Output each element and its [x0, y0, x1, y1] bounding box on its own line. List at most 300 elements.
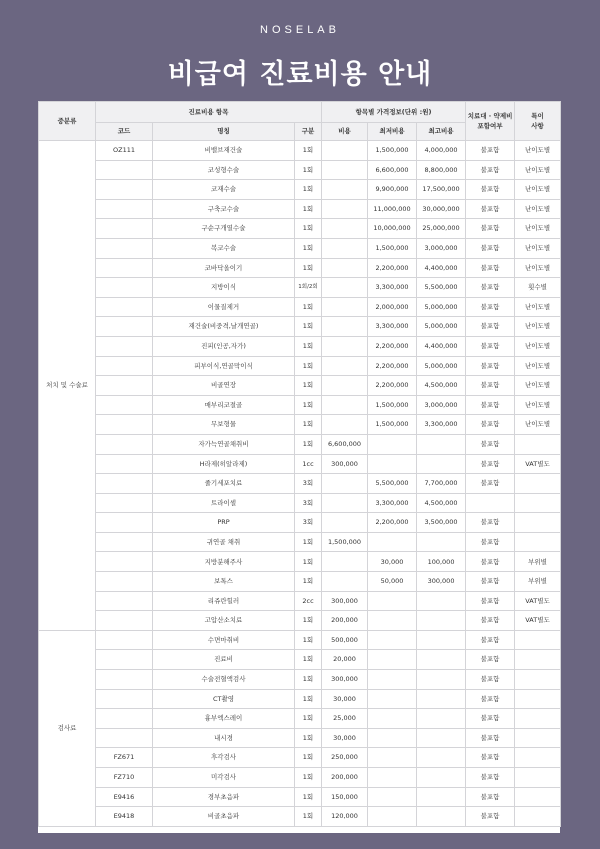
row-name: 내시경 [153, 728, 295, 748]
table-row [39, 199, 561, 219]
row-name: 리쥬란힐러 [153, 591, 295, 611]
row-name: 구축코수술 [153, 199, 295, 219]
row-name: 경부초음파 [153, 787, 295, 807]
table-row [39, 709, 561, 729]
table-row [39, 552, 561, 572]
row-inclusion: 불포함 [466, 238, 515, 258]
row-max-price: 300,000 [417, 572, 466, 592]
row-max-price [417, 650, 466, 670]
row-unit: 1회 [295, 689, 322, 709]
row-code [96, 238, 153, 258]
row-max-price: 30,000,000 [417, 199, 466, 219]
row-inclusion: 불포함 [466, 611, 515, 631]
row-name: 보톡스 [153, 572, 295, 592]
row-name: 흉부엑스레이 [153, 709, 295, 729]
row-unit: 1회 [295, 768, 322, 788]
row-price [322, 513, 368, 533]
row-name: 비밸브재건술 [153, 141, 295, 161]
row-unit: 1회 [295, 532, 322, 552]
row-min-price: 1,500,000 [368, 395, 417, 415]
table-row [39, 493, 561, 513]
table-row [39, 141, 561, 161]
row-unit: 1회/2회 [295, 278, 322, 298]
row-unit: 1회 [295, 670, 322, 690]
row-unit: 1회 [295, 160, 322, 180]
row-inclusion: 불포함 [466, 709, 515, 729]
row-price: 30,000 [322, 728, 368, 748]
row-price [322, 395, 368, 415]
row-price [322, 199, 368, 219]
row-price [322, 219, 368, 239]
row-note: 난이도별 [515, 160, 561, 180]
category-cell: 처치 및 수술료 [39, 141, 96, 631]
row-code [96, 611, 153, 631]
row-name: 고압산소치료 [153, 611, 295, 631]
row-inclusion [466, 493, 515, 513]
row-code [96, 395, 153, 415]
row-inclusion: 불포함 [466, 591, 515, 611]
table-row [39, 630, 561, 650]
row-min-price: 50,000 [368, 572, 417, 592]
row-unit: 1회 [295, 336, 322, 356]
row-min-price: 2,200,000 [368, 356, 417, 376]
row-price: 300,000 [322, 591, 368, 611]
row-min-price [368, 670, 417, 690]
row-min-price [368, 591, 417, 611]
table-row [39, 513, 561, 533]
row-max-price [417, 787, 466, 807]
row-price [322, 297, 368, 317]
row-inclusion: 불포함 [466, 670, 515, 690]
table-row [39, 787, 561, 807]
row-unit: 1회 [295, 297, 322, 317]
row-name: 후각검사 [153, 748, 295, 768]
row-min-price: 2,200,000 [368, 336, 417, 356]
row-code [96, 650, 153, 670]
table-row [39, 748, 561, 768]
row-unit: 1회 [295, 317, 322, 337]
row-min-price: 10,000,000 [368, 219, 417, 239]
row-min-price: 9,900,000 [368, 180, 417, 200]
row-max-price: 3,300,000 [417, 415, 466, 435]
row-note: 난이도별 [515, 415, 561, 435]
row-note [515, 493, 561, 513]
row-unit: 1회 [295, 572, 322, 592]
row-note [515, 513, 561, 533]
row-name: 진료비 [153, 650, 295, 670]
row-min-price: 1,500,000 [368, 141, 417, 161]
header-inclusion-line1: 치료대 · 약제비 [467, 111, 513, 120]
row-name: 무보형물 [153, 415, 295, 435]
row-price [322, 336, 368, 356]
row-code [96, 336, 153, 356]
row-price: 6,600,000 [322, 434, 368, 454]
row-inclusion: 불포함 [466, 376, 515, 396]
row-max-price [417, 434, 466, 454]
row-note: 부위별 [515, 572, 561, 592]
row-note: VAT별도 [515, 591, 561, 611]
row-inclusion: 불포함 [466, 513, 515, 533]
row-code [96, 219, 153, 239]
row-price [322, 258, 368, 278]
row-price: 200,000 [322, 611, 368, 631]
row-code [96, 356, 153, 376]
row-note [515, 748, 561, 768]
row-inclusion: 불포함 [466, 532, 515, 552]
row-note: 횟수별 [515, 278, 561, 298]
row-inclusion: 불포함 [466, 454, 515, 474]
row-unit: 1회 [295, 415, 322, 435]
row-note: 난이도별 [515, 258, 561, 278]
row-inclusion: 불포함 [466, 748, 515, 768]
row-note [515, 768, 561, 788]
row-max-price: 4,500,000 [417, 493, 466, 513]
row-price [322, 141, 368, 161]
row-inclusion: 불포함 [466, 141, 515, 161]
row-price: 120,000 [322, 807, 368, 827]
row-min-price [368, 532, 417, 552]
row-code [96, 591, 153, 611]
row-code [96, 552, 153, 572]
row-code [96, 180, 153, 200]
row-price [322, 278, 368, 298]
row-name: 귀연골 채취 [153, 532, 295, 552]
row-price: 20,000 [322, 650, 368, 670]
row-max-price: 4,500,000 [417, 376, 466, 396]
row-note: 난이도별 [515, 376, 561, 396]
row-min-price [368, 434, 417, 454]
row-min-price [368, 650, 417, 670]
row-min-price: 2,200,000 [368, 513, 417, 533]
table-row [39, 454, 561, 474]
row-max-price [417, 454, 466, 474]
row-name: 미각검사 [153, 768, 295, 788]
row-code: E9418 [96, 807, 153, 827]
header-inclusion [466, 102, 515, 141]
row-unit: 1회 [295, 238, 322, 258]
row-note [515, 787, 561, 807]
table-row [39, 297, 561, 317]
row-inclusion: 불포함 [466, 650, 515, 670]
row-max-price [417, 728, 466, 748]
table-row [39, 415, 561, 435]
row-name: 코바닥올이기 [153, 258, 295, 278]
table-row [39, 670, 561, 690]
row-code: OZ111 [96, 141, 153, 161]
row-name: 지방이식 [153, 278, 295, 298]
row-max-price [417, 807, 466, 827]
row-max-price: 5,000,000 [417, 317, 466, 337]
row-max-price: 4,400,000 [417, 258, 466, 278]
row-note: 난이도별 [515, 219, 561, 239]
row-max-price [417, 748, 466, 768]
row-note [515, 434, 561, 454]
header-inclusion-line2: 포함여부 [477, 122, 503, 130]
row-min-price: 1,500,000 [368, 415, 417, 435]
row-note: 난이도별 [515, 141, 561, 161]
row-note [515, 728, 561, 748]
row-max-price [417, 611, 466, 631]
row-code [96, 376, 153, 396]
row-max-price: 3,500,000 [417, 513, 466, 533]
price-table-body [39, 141, 561, 827]
table-row [39, 689, 561, 709]
row-unit: 3회 [295, 513, 322, 533]
row-name: 수술전혈액검사 [153, 670, 295, 690]
row-name: 복코수술 [153, 238, 295, 258]
header-max: 최고비용 [417, 123, 466, 141]
row-note: 난이도별 [515, 336, 561, 356]
row-name: 코재수술 [153, 180, 295, 200]
row-unit: 1회 [295, 728, 322, 748]
row-min-price [368, 807, 417, 827]
row-min-price: 2,000,000 [368, 297, 417, 317]
row-note: 부위별 [515, 552, 561, 572]
row-inclusion: 불포함 [466, 768, 515, 788]
row-note [515, 474, 561, 494]
row-code [96, 709, 153, 729]
row-price: 200,000 [322, 768, 368, 788]
row-unit: 1회 [295, 807, 322, 827]
header-special-line2: 사항 [531, 122, 544, 130]
row-unit: 3회 [295, 474, 322, 494]
table-row [39, 356, 561, 376]
row-inclusion: 불포함 [466, 317, 515, 337]
row-name: 트라이셀 [153, 493, 295, 513]
row-unit: 1회 [295, 748, 322, 768]
table-row [39, 219, 561, 239]
row-code [96, 297, 153, 317]
header-name: 명칭 [153, 123, 295, 141]
row-code [96, 415, 153, 435]
row-max-price [417, 670, 466, 690]
table-row [39, 336, 561, 356]
row-inclusion: 불포함 [466, 356, 515, 376]
table-row [39, 317, 561, 337]
row-max-price [417, 768, 466, 788]
row-max-price: 5,000,000 [417, 356, 466, 376]
row-inclusion: 불포함 [466, 630, 515, 650]
row-min-price: 30,000 [368, 552, 417, 572]
row-inclusion: 불포함 [466, 219, 515, 239]
header-code: 코드 [96, 123, 153, 141]
row-unit: 1회 [295, 395, 322, 415]
row-code [96, 160, 153, 180]
row-note: VAT별도 [515, 454, 561, 474]
row-inclusion: 불포함 [466, 258, 515, 278]
row-price: 300,000 [322, 670, 368, 690]
row-name: 재건술(비중격,날개연골) [153, 317, 295, 337]
row-min-price: 11,000,000 [368, 199, 417, 219]
row-unit: 1회 [295, 180, 322, 200]
row-code [96, 689, 153, 709]
row-note: 난이도별 [515, 297, 561, 317]
row-price: 500,000 [322, 630, 368, 650]
row-code [96, 670, 153, 690]
row-unit: 1cc [295, 454, 322, 474]
row-code [96, 454, 153, 474]
row-code [96, 258, 153, 278]
row-name: 코성형수술 [153, 160, 295, 180]
row-price [322, 160, 368, 180]
row-name: 피부이식,연골막이식 [153, 356, 295, 376]
row-min-price [368, 454, 417, 474]
row-inclusion: 불포함 [466, 395, 515, 415]
row-unit: 1회 [295, 787, 322, 807]
row-code: E9416 [96, 787, 153, 807]
row-name: 구순구개열수술 [153, 219, 295, 239]
row-inclusion: 불포함 [466, 728, 515, 748]
row-price: 1,500,000 [322, 532, 368, 552]
table-row [39, 728, 561, 748]
row-name: PRP [153, 513, 295, 533]
row-unit: 1회 [295, 376, 322, 396]
row-max-price [417, 532, 466, 552]
row-inclusion: 불포함 [466, 199, 515, 219]
price-table [38, 101, 561, 827]
table-row [39, 258, 561, 278]
row-code: FZ710 [96, 768, 153, 788]
row-min-price [368, 728, 417, 748]
row-inclusion: 불포함 [466, 336, 515, 356]
table-row [39, 611, 561, 631]
row-price: 30,000 [322, 689, 368, 709]
row-max-price: 7,700,000 [417, 474, 466, 494]
row-price [322, 238, 368, 258]
row-price [322, 552, 368, 572]
row-unit: 1회 [295, 356, 322, 376]
row-max-price: 25,000,000 [417, 219, 466, 239]
row-inclusion: 불포함 [466, 415, 515, 435]
row-note: 난이도별 [515, 317, 561, 337]
row-min-price: 2,200,000 [368, 376, 417, 396]
row-max-price: 5,500,000 [417, 278, 466, 298]
row-min-price [368, 709, 417, 729]
row-code [96, 199, 153, 219]
row-inclusion: 불포함 [466, 474, 515, 494]
row-price [322, 317, 368, 337]
row-min-price [368, 689, 417, 709]
price-table-container [38, 101, 560, 833]
row-name: H라제(히알라제) [153, 454, 295, 474]
row-min-price [368, 768, 417, 788]
row-note: 난이도별 [515, 199, 561, 219]
row-name: 자가늑연골채취비 [153, 434, 295, 454]
row-unit: 1회 [295, 709, 322, 729]
row-name: 매부리코절골 [153, 395, 295, 415]
row-min-price [368, 787, 417, 807]
header-item-group: 진료비용 항목 [96, 102, 322, 123]
row-min-price [368, 611, 417, 631]
row-name: 진피(인공,자가) [153, 336, 295, 356]
row-name: 수면마취비 [153, 630, 295, 650]
row-name: 이물질제거 [153, 297, 295, 317]
row-price [322, 493, 368, 513]
row-code [96, 728, 153, 748]
table-row [39, 650, 561, 670]
row-name: 비골초음파 [153, 807, 295, 827]
row-max-price: 17,500,000 [417, 180, 466, 200]
header-unit: 구분 [295, 123, 322, 141]
table-row [39, 395, 561, 415]
row-unit: 1회 [295, 258, 322, 278]
row-max-price [417, 709, 466, 729]
row-inclusion: 불포함 [466, 689, 515, 709]
row-unit: 1회 [295, 630, 322, 650]
row-unit: 3회 [295, 493, 322, 513]
row-note: VAT별도 [515, 611, 561, 631]
row-unit: 1회 [295, 219, 322, 239]
row-price [322, 376, 368, 396]
row-note [515, 807, 561, 827]
row-note: 난이도별 [515, 395, 561, 415]
row-note [515, 689, 561, 709]
row-note [515, 650, 561, 670]
table-row [39, 278, 561, 298]
row-note [515, 709, 561, 729]
row-note: 난이도별 [515, 356, 561, 376]
row-name: 줄기세포치료 [153, 474, 295, 494]
row-name: 비골연장 [153, 376, 295, 396]
header-price: 비용 [322, 123, 368, 141]
row-min-price [368, 630, 417, 650]
header-category: 중분류 [39, 102, 96, 141]
row-price: 150,000 [322, 787, 368, 807]
table-row [39, 376, 561, 396]
row-code [96, 317, 153, 337]
row-inclusion: 불포함 [466, 787, 515, 807]
row-max-price [417, 630, 466, 650]
row-max-price: 8,800,000 [417, 160, 466, 180]
header-special-line1: 특이 [531, 111, 544, 120]
row-inclusion: 불포함 [466, 297, 515, 317]
row-min-price: 3,300,000 [368, 493, 417, 513]
row-inclusion: 불포함 [466, 180, 515, 200]
row-inclusion: 불포함 [466, 160, 515, 180]
row-max-price: 4,000,000 [417, 141, 466, 161]
row-min-price: 3,300,000 [368, 278, 417, 298]
row-unit: 1회 [295, 611, 322, 631]
row-unit: 1회 [295, 650, 322, 670]
row-min-price: 2,200,000 [368, 258, 417, 278]
row-note [515, 532, 561, 552]
table-row [39, 591, 561, 611]
row-max-price: 5,000,000 [417, 297, 466, 317]
row-max-price: 3,000,000 [417, 395, 466, 415]
row-price [322, 474, 368, 494]
row-price [322, 415, 368, 435]
row-unit: 1회 [295, 141, 322, 161]
row-max-price: 100,000 [417, 552, 466, 572]
row-unit: 1회 [295, 434, 322, 454]
row-note [515, 670, 561, 690]
table-row [39, 180, 561, 200]
header-min: 최저비용 [368, 123, 417, 141]
row-code [96, 493, 153, 513]
row-name: 지방분해주사 [153, 552, 295, 572]
row-name: CT촬영 [153, 689, 295, 709]
table-row [39, 160, 561, 180]
row-code [96, 572, 153, 592]
row-note: 난이도별 [515, 180, 561, 200]
category-cell: 검사료 [39, 630, 96, 826]
row-min-price: 6,600,000 [368, 160, 417, 180]
row-max-price [417, 591, 466, 611]
table-row [39, 807, 561, 827]
row-price: 250,000 [322, 748, 368, 768]
row-min-price: 5,500,000 [368, 474, 417, 494]
row-code [96, 434, 153, 454]
